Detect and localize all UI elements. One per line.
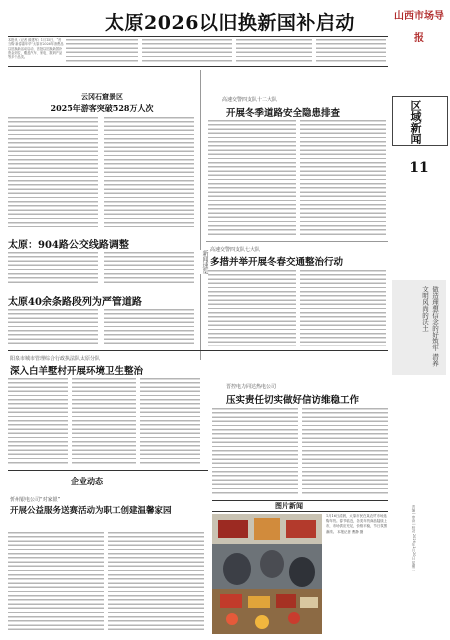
section-rule — [8, 66, 388, 67]
yungang-body — [8, 117, 98, 227]
yungang-title: 2025年游客突破528万人次 — [50, 103, 154, 113]
masthead-rule — [8, 36, 388, 37]
highway-body — [208, 120, 296, 236]
enterprise-title: 开展公益服务送赛活动为职工创建温馨家园 — [10, 506, 172, 516]
market-title: 深入白羊墅村开展环境卫生整治 — [10, 366, 144, 377]
column-divider — [200, 70, 201, 360]
winter-body — [300, 270, 386, 346]
page-number: 11 — [409, 160, 429, 176]
winter-title: 多措并举开展冬春交通整治行动 — [210, 257, 344, 268]
section-label-box — [392, 96, 448, 146]
bus40-body — [104, 309, 194, 345]
page-headline: 太原2026以旧换新国补启动 — [105, 12, 355, 34]
winter-kicker: 高速交警四支队七大队 — [210, 247, 261, 253]
enterprise-body — [8, 532, 104, 632]
winter-body — [208, 270, 296, 346]
side-header: 新闻速览 — [201, 250, 208, 274]
yungang-kicker: 云冈石窟景区 — [81, 92, 123, 101]
photo-news-header — [212, 500, 388, 512]
telecom-kicker: 晋控电力同达热电公司 — [226, 384, 277, 390]
paper-logo — [392, 6, 446, 44]
bus904-body — [104, 252, 194, 284]
market-kicker: 阳泉市城市管理综合行政执法队太原分队 — [10, 356, 101, 362]
section-rule — [206, 241, 388, 242]
market-body — [8, 378, 68, 466]
issue-meta: 责编 | 审读 | 校对 2026年1月20日 星期二 — [412, 505, 416, 572]
bus904-title: 太原：904路公交线路调整 — [8, 240, 129, 251]
yungang-body — [104, 117, 194, 227]
section-rule — [8, 350, 388, 351]
highway-title: 开展冬季道路安全隐患排查 — [226, 108, 341, 119]
enterprise-section-label — [32, 476, 142, 488]
market-body — [140, 378, 200, 466]
market-body — [72, 378, 136, 466]
headline-intro: 本报讯（记者 薛建军）1月15日，“晋当购·新春嘉年华”太原市2026年消费品以旧换新活动启动，首批以旧换新国补资金到位，覆盖汽车、家电、数码产品等多个品类。 — [8, 38, 64, 60]
telecom-title: 压实责任切实做好信访维稳工作 — [226, 395, 360, 406]
bus40-body — [8, 309, 98, 345]
body-text-block — [66, 39, 138, 63]
highway-body — [300, 120, 386, 236]
section-rule — [8, 470, 208, 471]
section-label: 区域新闻 — [409, 100, 422, 144]
bus40-title: 太原40余条路段列为严管道路 — [8, 297, 142, 308]
telecom-body — [212, 408, 298, 494]
news-photo — [212, 514, 322, 634]
enterprise-section-text: 企业动态 — [71, 476, 103, 486]
telecom-body — [302, 408, 388, 494]
enterprise-kicker: 忻州银电公司“对家银” — [10, 497, 61, 503]
body-text-block — [316, 39, 386, 63]
promo-text: 做造理想信念的好筑牢 潜养文明风尚的沃土 — [421, 286, 439, 367]
highway-kicker: 高速交警四支队十二大队 — [222, 97, 278, 103]
enterprise-body — [108, 532, 204, 632]
photo-caption: 1月16日清晨，太原市民在某农贸市场选购年货。春节临近，各类年货商品陆续上市，市场供应充足，价格平稳，节日氛围渐浓。 本报记者 曹静 摄 — [326, 514, 388, 534]
promo-panel — [392, 280, 446, 375]
photo-news-label: 图片新闻 — [272, 501, 306, 511]
paper-name: 山西市场导报 — [394, 11, 444, 44]
bus904-body — [8, 252, 98, 284]
body-text-block — [142, 39, 232, 63]
body-text-block — [236, 39, 312, 63]
